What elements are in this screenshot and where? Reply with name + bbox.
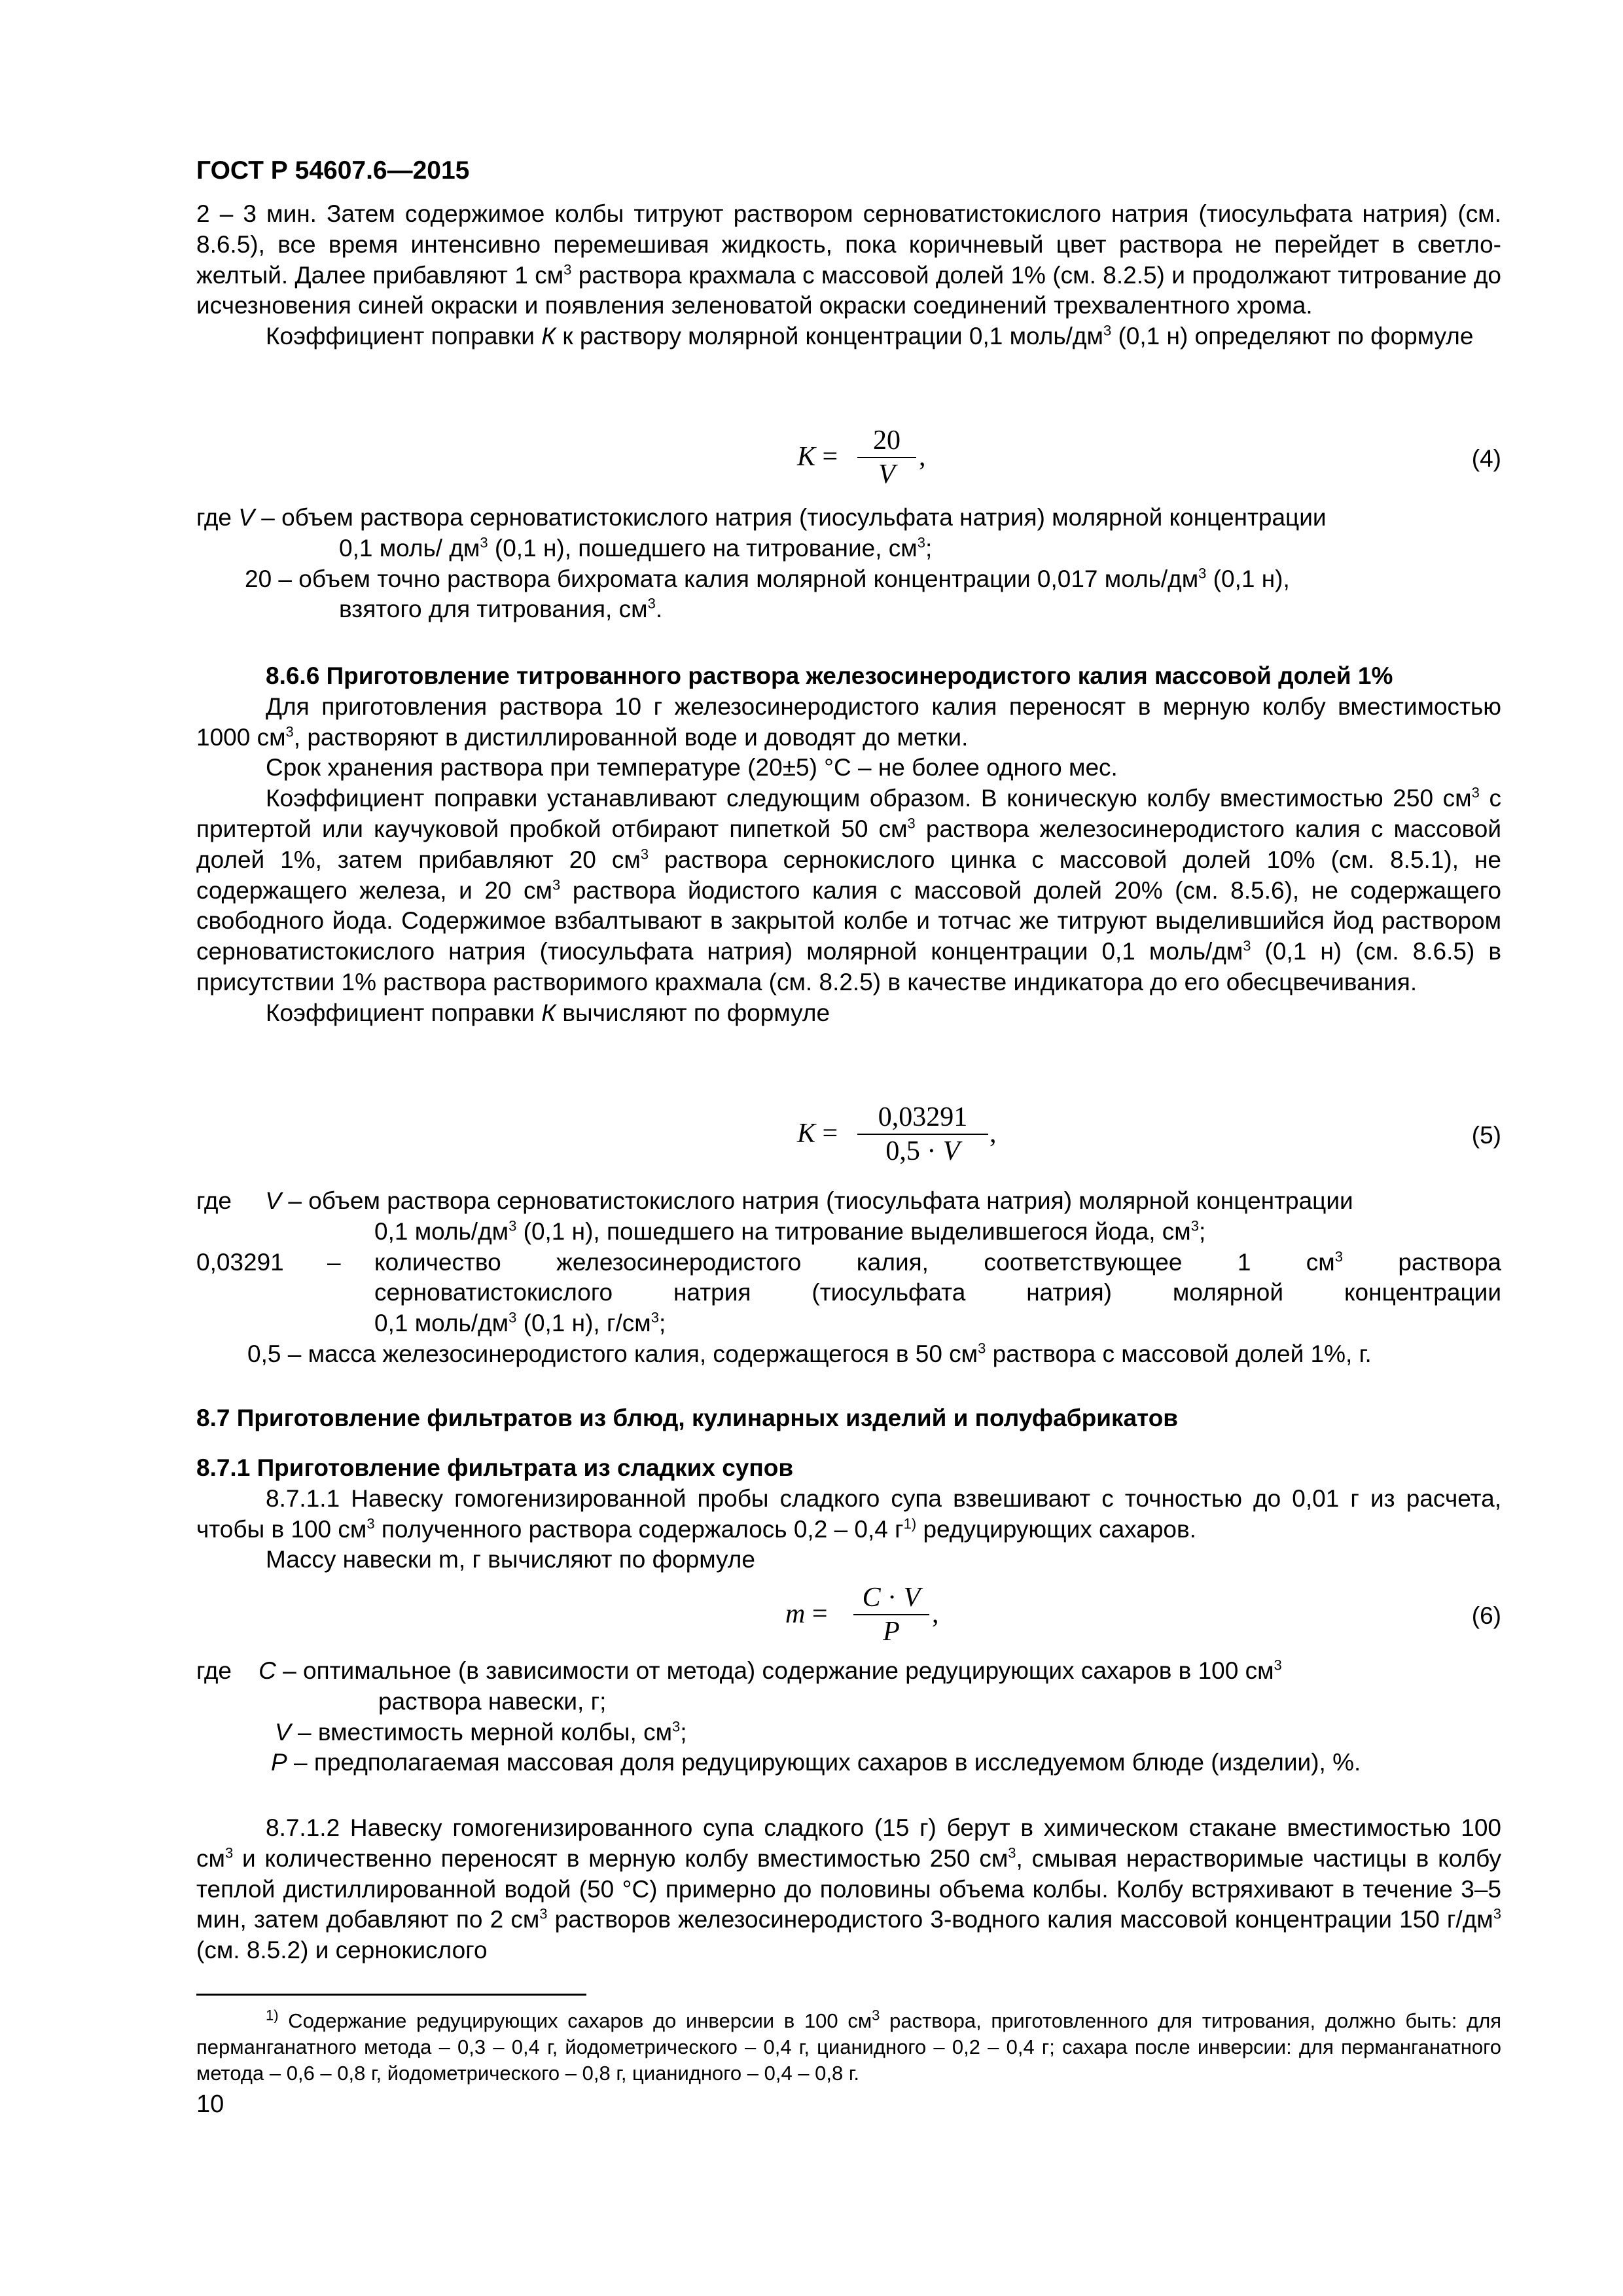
text: – объем раствора серноватистокислого натрия (тиосульфата натрия) молярной концентрации bbox=[281, 1187, 1353, 1214]
superscript: 3 bbox=[647, 596, 656, 613]
definition-label: 0,03291 bbox=[196, 1248, 284, 1276]
paragraph-mass-formula: Массу навески m, г вычисляют по формуле bbox=[266, 1546, 755, 1573]
document-page bbox=[196, 0, 1501, 2296]
superscript: 3 bbox=[1198, 565, 1207, 582]
numerator: 20 bbox=[857, 424, 916, 458]
text: (0,1 н), г/см bbox=[516, 1310, 651, 1337]
intro-block bbox=[196, 199, 1501, 352]
symbol-v: V bbox=[275, 1718, 291, 1746]
text: раствора йодистого калия с массовой долей 20% (см. 8.5.6), не содержащего свободного йода. Содержимое взбалтывают в закрытой колбе и тотчас же титруют выделившийся йод раствором серноватистокислого натрия (тиосульфата натрия) молярной концентрации 0,1 моль/дм bbox=[196, 876, 1501, 965]
superscript: 3 bbox=[563, 261, 572, 278]
paragraph-titration bbox=[196, 199, 1501, 321]
text: к раствору молярной концентрации 0,1 моль/дм bbox=[556, 323, 1103, 350]
superscript: 3 bbox=[1471, 784, 1480, 801]
text: , растворяют в дистиллированной воде и доводят до метки. bbox=[293, 723, 969, 751]
definition-v bbox=[196, 1186, 1501, 1217]
text: растворов железосинеродистого 3-водного калия массовой концентрации 150 г/дм bbox=[547, 1906, 1493, 1933]
text: 0,1 моль/дм bbox=[374, 1310, 509, 1337]
superscript: 3 bbox=[978, 1340, 986, 1357]
definition-c bbox=[196, 1656, 1501, 1687]
text: Коэффициент поправки устанавливают следующим образом. В коническую колбу вместимостью 250 см bbox=[266, 785, 1472, 812]
superscript: 3 bbox=[508, 1217, 517, 1234]
paragraph-procedure bbox=[196, 783, 1501, 998]
var-k: K bbox=[797, 1119, 816, 1149]
superscript: 3 bbox=[480, 534, 488, 551]
denominator: V bbox=[878, 459, 895, 490]
text: ; bbox=[1199, 1217, 1206, 1245]
symbol-c: С bbox=[259, 1657, 276, 1684]
paragraph-8-7-1-1 bbox=[196, 1484, 1501, 1545]
text: полученного раствора содержалось 0,2 – 0,4 г bbox=[374, 1515, 904, 1543]
text: Содержание редуцирующих сахаров до инверсии в 100 см bbox=[278, 2009, 872, 2032]
text: (0,1 н), bbox=[1206, 565, 1290, 592]
text: взятого для титрования, см bbox=[339, 596, 648, 623]
footnote bbox=[196, 2008, 1501, 2087]
superscript: 3 bbox=[1334, 1248, 1343, 1265]
section-8-7 bbox=[196, 1403, 1501, 1434]
var-v: V bbox=[903, 1583, 921, 1613]
equals-sign: = bbox=[815, 442, 838, 472]
superscript: 3 bbox=[1008, 1844, 1016, 1861]
text: где bbox=[196, 504, 239, 531]
definition-v bbox=[196, 1717, 1501, 1748]
page-number: 10 bbox=[196, 2090, 224, 2118]
text: ; bbox=[680, 1718, 687, 1746]
definition-0-5 bbox=[196, 1339, 1501, 1370]
superscript: 3 bbox=[917, 534, 925, 551]
text: – объем раствора серноватистокислого натрия (тиосульфата натрия) молярной концентрации bbox=[254, 504, 1327, 531]
denominator bbox=[857, 1135, 988, 1168]
standard-header: ГОСТ Р 54607.6—2015 bbox=[196, 156, 470, 185]
symbol-k: К bbox=[541, 323, 556, 350]
dot: · bbox=[880, 1583, 904, 1613]
superscript: 3 bbox=[224, 1844, 234, 1861]
equation-lhs bbox=[785, 1598, 828, 1630]
equation-comma: , bbox=[990, 1119, 997, 1149]
symbol-p: P bbox=[271, 1749, 287, 1776]
definition-p bbox=[196, 1748, 1501, 1778]
footnote-mark: 1) bbox=[266, 2007, 279, 2024]
paragraph-preparation bbox=[196, 692, 1501, 753]
text: 2 – 3 мин. Затем содержимое колбы титруют раствором серноватистокислого натрия (тиосульфата натрия) (см. 8.6.5), все время интенсивно перемешивая жидкость, пока коричневый цвет раствора не перейдет в светло-желтый. Далее прибавляют 1 см bbox=[196, 200, 1501, 289]
text: (0,1 н), пошедшего на титрование, см bbox=[488, 534, 918, 562]
text: (0,1 н) определяют по формуле bbox=[1111, 323, 1474, 350]
text: Коэффициент поправки bbox=[266, 323, 542, 350]
subsection-heading: 8.7.1 Приготовление фильтрата из сладких супов bbox=[196, 1454, 794, 1481]
equation-number: (4) bbox=[1471, 445, 1501, 472]
text: . bbox=[655, 596, 663, 623]
definition-20 bbox=[196, 564, 1501, 595]
text: (0,1 н), пошедшего на титрование выделившегося йода, см bbox=[516, 1217, 1191, 1245]
section-heading: 8.7 Приготовление фильтратов из блюд, кулинарных изделий и полуфабрикатов bbox=[196, 1405, 1179, 1431]
var-c: C bbox=[862, 1583, 881, 1613]
superscript: 3 bbox=[508, 1309, 517, 1326]
text: – предполагаемая массовая доля редуцирующих сахаров в исследуемом блюде (изделии), %. bbox=[287, 1749, 1361, 1776]
equals-sign: = bbox=[815, 1119, 838, 1149]
fraction bbox=[857, 424, 916, 491]
fraction bbox=[857, 1101, 988, 1168]
denominator: P bbox=[883, 1617, 900, 1647]
superscript: 3 bbox=[640, 846, 649, 863]
definition-v bbox=[196, 503, 1501, 533]
footnote-text bbox=[196, 2008, 1501, 2087]
definition-dash: – bbox=[327, 1248, 341, 1276]
equation-4 bbox=[196, 419, 1501, 497]
text: где bbox=[196, 1187, 266, 1214]
var-k: K bbox=[797, 442, 816, 472]
text: раствора сернокислого цинка с массовой долей 10% (см. 8.5.1), не содержащего железа, и 20 см bbox=[196, 846, 1501, 904]
superscript: 3 bbox=[1103, 322, 1112, 339]
footnote-ref: 1) bbox=[903, 1515, 917, 1532]
symbol-v: V bbox=[265, 1187, 282, 1214]
superscript: 3 bbox=[552, 876, 561, 893]
paragraph-body bbox=[196, 1813, 1501, 1966]
text: 0,5 – масса железосинеродистого калия, содержащегося в 50 см bbox=[247, 1340, 978, 1367]
text: где bbox=[196, 1657, 259, 1684]
text: , смывая нерастворимые частицы в колбу теплой дистиллированной водой (50 °С) примерно до половины объема колбы. Колбу встряхивают в течение 3–5 мин, затем добавляют по 2 см bbox=[196, 1844, 1501, 1933]
definition-c-cont: раствора навески, г; bbox=[378, 1687, 607, 1715]
superscript: 3 bbox=[539, 1906, 548, 1923]
equation-lhs bbox=[797, 441, 838, 473]
superscript: 3 bbox=[1190, 1217, 1199, 1234]
text: количество железосинеродистого калия, соответствующее 1 см bbox=[374, 1248, 1335, 1276]
superscript: 3 bbox=[651, 1309, 659, 1326]
definition-v-cont bbox=[196, 533, 1501, 564]
text: (0,1 н) (см. 8.6.5) в присутствии 1% раствора растворимого крахмала (см. 8.2.5) в качестве индикатора до его обесцвечивания. bbox=[196, 938, 1501, 996]
numerator bbox=[853, 1581, 929, 1615]
text: с притертой или каучуковой пробкой отбирают пипеткой 50 см bbox=[196, 785, 1502, 842]
superscript: 3 bbox=[872, 2007, 880, 2024]
text: раствора железосинеродистого калия с массовой долей 1%, затем прибавляют 20 см bbox=[196, 815, 1501, 873]
text: 20 – объем точно раствора бихромата калия молярной концентрации 0,017 моль/дм bbox=[245, 565, 1199, 592]
text: и количественно переносят в мерную колбу вместимостью 250 см bbox=[233, 1844, 1008, 1872]
text: раствора, приготовленного для титрования, должно быть: для перманганатного метода – 0,3 – 0,4 г, йодометрического – 0,4 г, цианидного – 0,2 – 0,4 г; сахара после инверсии: для перманганатного метода – 0,6 – 0,8 г, йодометрического – 0,8 г, цианидного – 0,4 – 0,8 г. bbox=[196, 2009, 1501, 2085]
section-8-6-6 bbox=[196, 661, 1501, 1029]
definition-v-cont bbox=[196, 1217, 1501, 1247]
text: Для приготовления раствора 10 г железосинеродистого калия переносят в мерную колбу вместимостью 1000 см bbox=[196, 692, 1501, 751]
definition-line bbox=[374, 1308, 1501, 1339]
text: 0,5 · bbox=[885, 1136, 943, 1166]
footnote-divider bbox=[196, 1994, 586, 1996]
definition-line bbox=[374, 1247, 1501, 1278]
section-8-7-1 bbox=[196, 1453, 1501, 1575]
text: 0,1 моль/дм bbox=[374, 1217, 509, 1245]
definition-line: серноватистокислого натрия (тиосульфата натрия) молярной концентрации bbox=[374, 1279, 1501, 1306]
text: (см. 8.5.2) и сернокислого bbox=[196, 1937, 488, 1964]
text: 0,1 моль/ дм bbox=[339, 534, 480, 562]
equation-comma: , bbox=[919, 442, 926, 472]
superscript: 3 bbox=[1243, 937, 1251, 954]
text: Коэффициент поправки bbox=[266, 999, 542, 1026]
paragraph-storage: Срок хранения раствора при температуре (20±5) °С – не более одного мес. bbox=[266, 754, 1118, 781]
equation-5 bbox=[196, 1092, 1501, 1177]
numerator: 0,03291 bbox=[857, 1101, 988, 1135]
text: 8.7.1.2 Навеску гомогенизированного супа сладкого (15 г) берут в химическом стакане вместимостью 100 см bbox=[196, 1814, 1501, 1872]
text: раствора bbox=[1343, 1248, 1501, 1276]
equation-number: (6) bbox=[1471, 1602, 1501, 1629]
definition-03291 bbox=[196, 1247, 1501, 1339]
text: 8.7.1.1 Навеску гомогенизированной пробы сладкого супа взвешивают с точностью до 0,01 г из расчета, чтобы в 100 см bbox=[196, 1484, 1501, 1543]
superscript: 3 bbox=[1493, 1906, 1501, 1923]
paragraph-formula-intro bbox=[196, 998, 1501, 1029]
definition-20-cont bbox=[196, 594, 1501, 625]
superscript: 3 bbox=[366, 1515, 375, 1532]
fraction bbox=[853, 1581, 929, 1648]
equation-number: (5) bbox=[1471, 1122, 1501, 1149]
text: раствора крахмала с массовой долей 1% (см. 8.2.5) и продолжают титрование до исчезновения синей окраски и появления зеленоватой окраски соединений трехвалентного хрома. bbox=[196, 261, 1501, 319]
definitions-eq5 bbox=[196, 1186, 1501, 1370]
paragraph-8-7-1-2 bbox=[196, 1813, 1501, 1966]
equation-lhs bbox=[797, 1118, 838, 1149]
equals-sign: = bbox=[805, 1599, 828, 1629]
definition-body bbox=[196, 1247, 1501, 1339]
symbol-v: V bbox=[238, 504, 255, 531]
text: редуцирующих сахаров. bbox=[916, 1515, 1196, 1543]
paragraph-coefficient bbox=[196, 321, 1501, 352]
text: вычисляют по формуле bbox=[556, 999, 830, 1026]
superscript: 3 bbox=[672, 1718, 681, 1735]
text: ; bbox=[658, 1310, 666, 1337]
equation-comma: , bbox=[932, 1599, 939, 1629]
definitions-eq6 bbox=[196, 1656, 1501, 1778]
var-m: m bbox=[785, 1599, 806, 1629]
superscript: 3 bbox=[1274, 1657, 1282, 1674]
definitions-eq4 bbox=[196, 503, 1501, 625]
text: – оптимальное (в зависимости от метода) содержание редуцирующих сахаров в 100 см bbox=[276, 1657, 1274, 1684]
superscript: 3 bbox=[285, 723, 294, 740]
equation-6 bbox=[196, 1570, 1501, 1648]
text: ; bbox=[925, 534, 933, 562]
text: раствора с массовой долей 1%, г. bbox=[986, 1340, 1372, 1367]
symbol-k: К bbox=[541, 999, 556, 1026]
text: – вместимость мерной колбы, см bbox=[291, 1718, 673, 1746]
section-heading: 8.6.6 Приготовление титрованного раствора железосинеродистого калия массовой долей 1% bbox=[266, 662, 1393, 689]
var-v: V bbox=[942, 1136, 960, 1166]
superscript: 3 bbox=[907, 815, 916, 832]
